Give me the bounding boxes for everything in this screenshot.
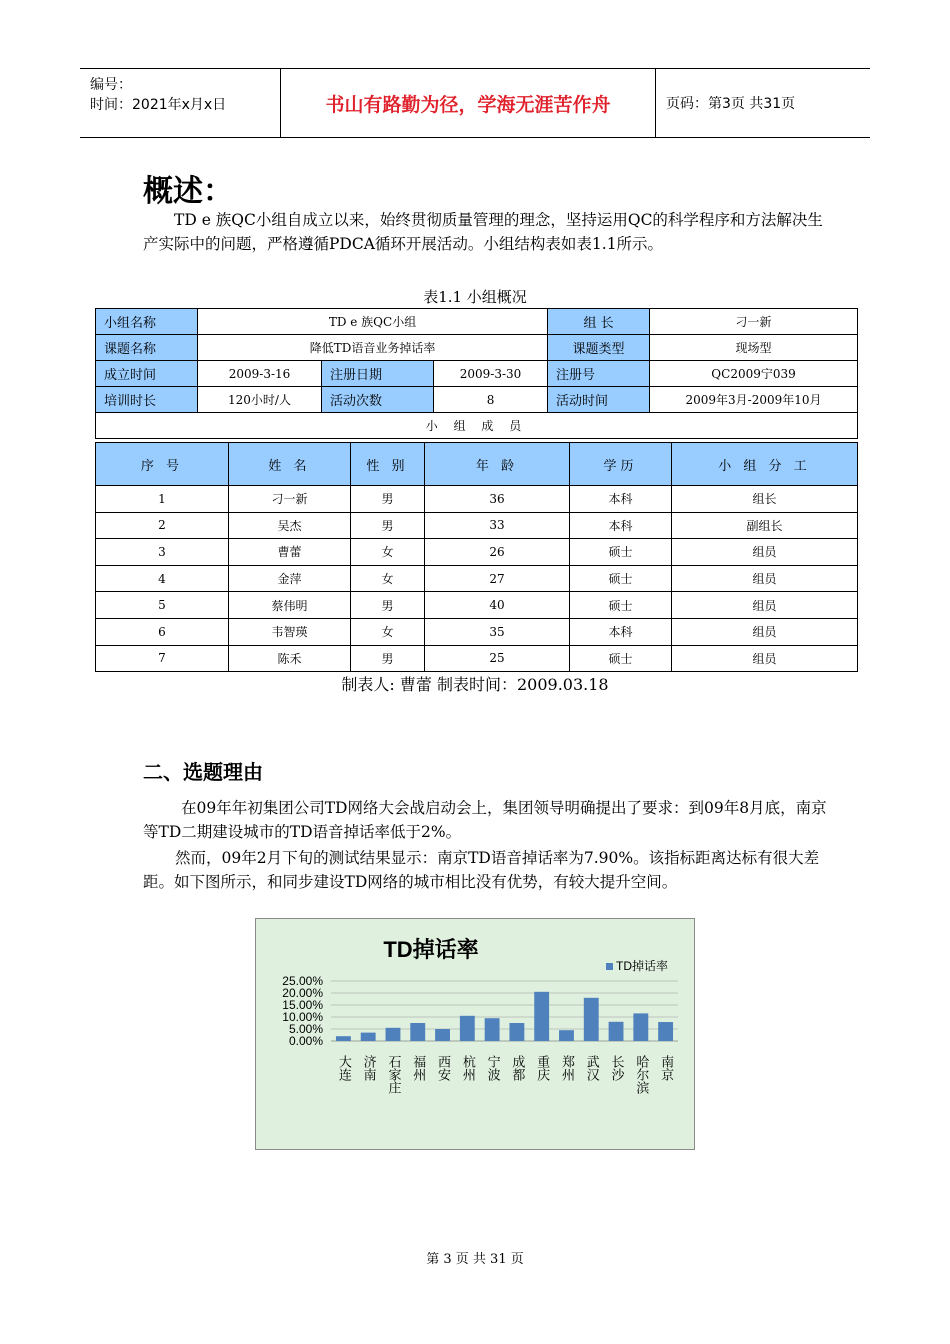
label-topic: 课题名称: [96, 335, 198, 361]
table-cell: 韦智瑛: [229, 618, 351, 645]
x-tick-label: 济南: [360, 1055, 376, 1081]
table-cell: 40: [425, 592, 570, 619]
col-header-name: 姓 名: [229, 443, 351, 486]
table-cell: 6: [96, 618, 229, 645]
chart-svg: [256, 919, 694, 1149]
table-row: [96, 565, 858, 592]
y-tick-label: 10.00%: [282, 1010, 323, 1024]
table-cell: 吴杰: [229, 512, 351, 539]
bar: [485, 1018, 500, 1041]
y-tick-label: 25.00%: [282, 974, 323, 988]
x-tick-label: 长沙: [608, 1055, 624, 1081]
table-cell: 副组长: [672, 512, 858, 539]
label-topic-type: 课题类型: [548, 335, 650, 361]
bar: [386, 1028, 401, 1041]
x-tick-label: 哈尔滨: [633, 1055, 649, 1094]
group-info-table: [95, 308, 858, 439]
table-cell: 女: [351, 539, 425, 566]
x-tick-label: 杭州: [459, 1055, 475, 1081]
table-cell: 组长: [672, 486, 858, 513]
x-tick-label: 福州: [410, 1055, 426, 1081]
table-cell: 本科: [570, 618, 672, 645]
overview-title: 概述：: [143, 174, 233, 209]
bar: [559, 1030, 574, 1041]
page-footer: 第 3 页 共 31 页: [426, 1252, 524, 1267]
bar: [633, 1013, 648, 1041]
x-tick-label: 重庆: [534, 1055, 550, 1081]
label-activity-count: 活动次数: [322, 387, 434, 413]
legend-label: TD掉话率: [616, 959, 668, 973]
value-founded: 2009-3-16: [198, 361, 322, 387]
bar: [584, 998, 599, 1041]
header-page-number: 页码：第3页 共31页: [666, 96, 796, 112]
bar: [361, 1033, 376, 1041]
table-cell: 组员: [672, 618, 858, 645]
table-cell: 男: [351, 592, 425, 619]
x-tick-label: 南京: [658, 1055, 674, 1081]
table-cell: 25: [425, 645, 570, 672]
value-training: 120小时/人: [198, 387, 322, 413]
col-header-index: 序 号: [96, 443, 229, 486]
table-row: [96, 592, 858, 619]
value-activity-time: 2009年3月-2009年10月: [650, 387, 858, 413]
section2-title: 二、选题理由: [143, 760, 263, 784]
x-tick-label: 大连: [335, 1055, 351, 1081]
y-tick-label: 5.00%: [288, 1022, 323, 1036]
table-cell: 36: [425, 486, 570, 513]
table-cell: 4: [96, 565, 229, 592]
table-row: [96, 618, 858, 645]
table-row: [96, 539, 858, 566]
x-tick-label: 石家庄: [385, 1055, 401, 1094]
table-row: [96, 512, 858, 539]
col-header-gender: 性 别: [351, 443, 425, 486]
legend-swatch: [606, 963, 613, 970]
table-cell: 本科: [570, 512, 672, 539]
col-header-education: 学历: [570, 443, 672, 486]
section2-paragraph-1: 在09年年初集团公司TD网络大会战启动会上，集团领导明确提出了要求：到09年8月底，南京等TD二期建设城市的TD语音掉话率低于2%。: [143, 799, 827, 841]
label-reg-no: 注册号: [548, 361, 650, 387]
y-tick-label: 20.00%: [282, 986, 323, 1000]
table-cell: 蔡伟明: [229, 592, 351, 619]
table-cell: 组员: [672, 592, 858, 619]
table-row: [96, 413, 858, 439]
value-group-name: TD e 族QC小组: [198, 309, 548, 335]
table-cell: 组员: [672, 539, 858, 566]
value-reg-date: 2009-3-30: [434, 361, 548, 387]
bar: [336, 1036, 351, 1041]
value-reg-no: QC2009宁039: [650, 361, 858, 387]
bar: [435, 1029, 450, 1041]
x-tick-label: 成都: [509, 1055, 525, 1081]
table-row: [96, 361, 858, 387]
label-group-name: 小组名称: [96, 309, 198, 335]
table-cell: 男: [351, 486, 425, 513]
table-cell: 27: [425, 565, 570, 592]
table-row: [96, 486, 858, 513]
value-topic: 降低TD语音业务掉话率: [198, 335, 548, 361]
table-header-row: [96, 443, 858, 486]
bar: [460, 1016, 475, 1041]
value-leader: 刁一新: [650, 309, 858, 335]
member-table: [95, 442, 858, 672]
drop-rate-chart: [255, 918, 695, 1150]
table-cell: 硕士: [570, 565, 672, 592]
label-leader: 组 长: [548, 309, 650, 335]
table-cell: 26: [425, 539, 570, 566]
bar: [410, 1023, 425, 1041]
value-topic-type: 现场型: [650, 335, 858, 361]
table-cell: 硕士: [570, 645, 672, 672]
members-title: 小 组 成 员: [96, 413, 858, 439]
y-tick-label: 15.00%: [282, 998, 323, 1012]
table-row: [96, 335, 858, 361]
bar: [534, 992, 549, 1041]
table-row: [96, 387, 858, 413]
x-tick-label: 西安: [435, 1055, 451, 1081]
y-tick-label: 0.00%: [288, 1034, 323, 1048]
table-cell: 组员: [672, 565, 858, 592]
bar: [509, 1023, 524, 1041]
table-cell: 3: [96, 539, 229, 566]
table-note: 制表人: 曹蕾 制表时间：2009.03.18: [341, 675, 609, 694]
table-cell: 2: [96, 512, 229, 539]
table-row: [96, 309, 858, 335]
header-meta: [80, 69, 280, 137]
table-cell: 曹蕾: [229, 539, 351, 566]
table-caption: 表1.1 小组概况: [423, 288, 527, 306]
table-cell: 硕士: [570, 592, 672, 619]
table-cell: 本科: [570, 486, 672, 513]
doc-number-label: 编号：: [90, 77, 132, 93]
header-motto: 书山有路勤为径，学海无涯苦作舟: [280, 69, 656, 137]
table-cell: 1: [96, 486, 229, 513]
table-cell: 组员: [672, 645, 858, 672]
bar: [609, 1022, 624, 1041]
col-header-age: 年 龄: [425, 443, 570, 486]
table-cell: 33: [425, 512, 570, 539]
table-cell: 女: [351, 565, 425, 592]
x-tick-label: 武汉: [583, 1055, 599, 1081]
bar: [658, 1022, 673, 1041]
table-cell: 35: [425, 618, 570, 645]
table-cell: 刁一新: [229, 486, 351, 513]
label-training: 培训时长: [96, 387, 198, 413]
page-header: [80, 68, 870, 138]
value-activity-count: 8: [434, 387, 548, 413]
section2-paragraph-2: 然而，09年2月下旬的测试结果显示：南京TD语音掉话率为7.90%。该指标距离达标有很大差距。如下图所示，和同步建设TD网络的城市相比没有优势，有较大提升空间。: [143, 849, 820, 891]
table-cell: 7: [96, 645, 229, 672]
table-cell: 硕士: [570, 539, 672, 566]
x-tick-label: 宁波: [484, 1055, 500, 1081]
doc-time-label: 时间：2021年x月x日: [90, 97, 227, 113]
table-row: [96, 645, 858, 672]
table-cell: 金萍: [229, 565, 351, 592]
label-reg-date: 注册日期: [322, 361, 434, 387]
col-header-role: 小 组 分 工: [672, 443, 858, 486]
table-cell: 女: [351, 618, 425, 645]
table-cell: 陈禾: [229, 645, 351, 672]
label-activity-time: 活动时间: [548, 387, 650, 413]
x-tick-label: 郑州: [558, 1055, 574, 1081]
table-cell: 5: [96, 592, 229, 619]
chart-title: TD掉话率: [383, 937, 479, 962]
label-founded: 成立时间: [96, 361, 198, 387]
table-cell: 男: [351, 512, 425, 539]
table-cell: 男: [351, 645, 425, 672]
overview-paragraph: TD e 族QC小组自成立以来，始终贯彻质量管理的理念，坚持运用QC的科学程序和方法解决生产实际中的问题，严格遵循PDCA循环开展活动。小组结构表如表1.1所示。: [143, 211, 823, 253]
